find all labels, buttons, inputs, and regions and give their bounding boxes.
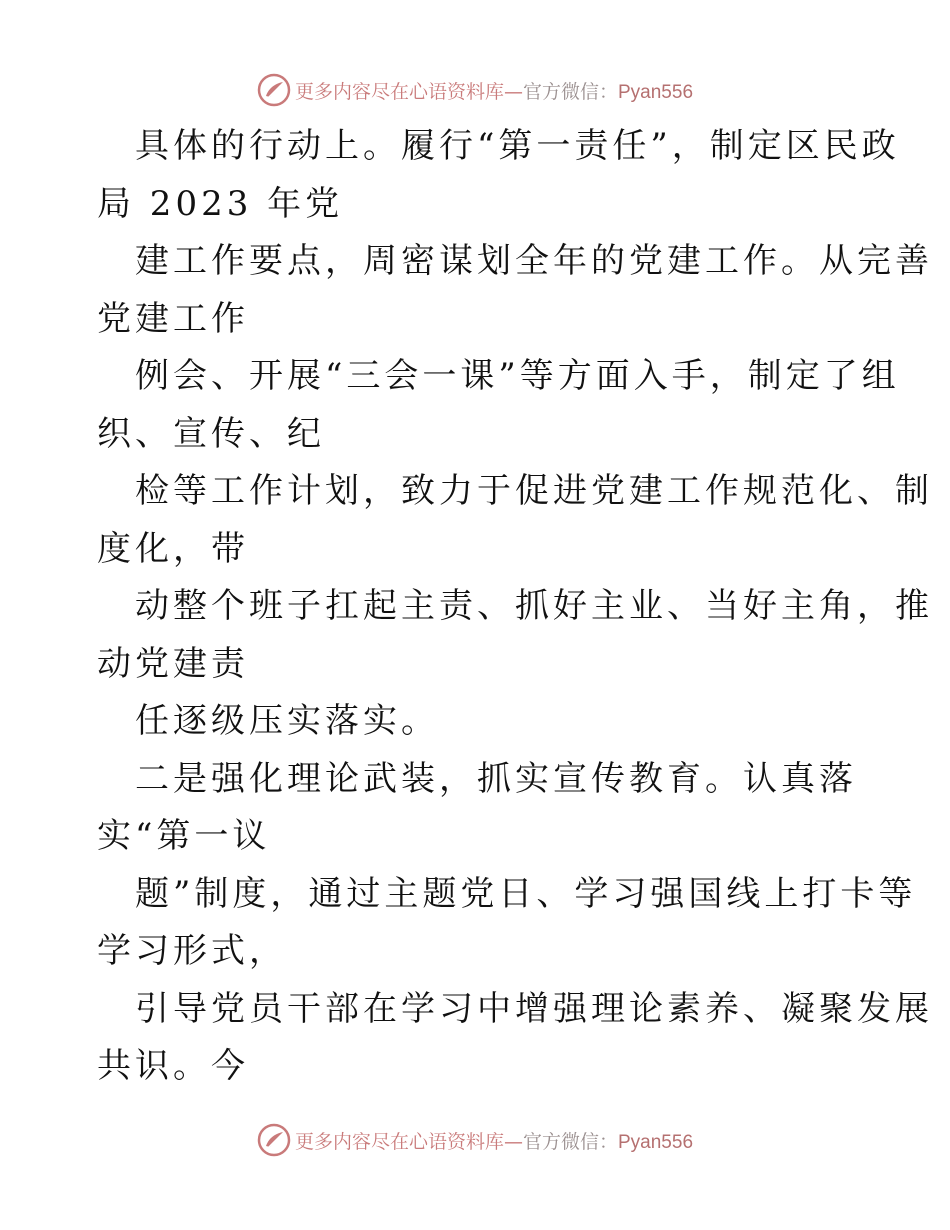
footer-watermark	[0, 1120, 950, 1160]
body-line: 动整个班子扛起主责、抓好主业、当好主角，推	[135, 586, 933, 626]
body-line: 题”制度，通过主题党日、学习强国线上打卡等	[135, 873, 917, 914]
header-watermark-text	[295, 77, 693, 104]
body-line: 二是强化理论武装，抓实宣传教育。认真落	[135, 758, 857, 799]
body-line: 具体的行动上。履行“第一责任”，制定区民政	[135, 126, 900, 166]
body-line: 建工作要点，周密谋划全年的党建工作。从完善	[135, 241, 933, 281]
footer-watermark-text	[295, 1127, 693, 1154]
body-line: 检等工作计划，致力于促进党建工作规范化、制	[135, 471, 933, 511]
footer-wechat-label: 官方微信：	[522, 1130, 618, 1153]
footer-dash: —	[503, 1130, 523, 1153]
header-wechat-id: Pyan556	[618, 81, 694, 103]
brand-logo-icon	[257, 73, 291, 107]
body-line: 度化，带	[97, 528, 249, 569]
body-line: 任逐级压实落实。	[135, 701, 439, 741]
body-line: 织、宣传、纪	[97, 413, 325, 454]
footer-wechat-id: Pyan556	[618, 1131, 694, 1153]
body-line: 例会、开展“三会一课”等方面入手，制定了组	[135, 356, 900, 396]
body-line: 动党建责	[97, 643, 249, 684]
body-line: 局 2023 年党	[97, 183, 344, 224]
header-wechat-label: 官方微信：	[522, 80, 618, 103]
header-dash: —	[503, 80, 523, 103]
body-line: 党建工作	[97, 298, 249, 339]
footer-site-text: 更多内容尽在心语资料库	[294, 1130, 504, 1153]
header-watermark	[0, 70, 950, 110]
body-line: 引导党员干部在学习中增强理论素养、凝聚发展	[135, 988, 933, 1029]
body-line: 共识。今	[97, 1046, 249, 1086]
document-body	[97, 118, 933, 1096]
body-line: 学习形式，	[97, 931, 287, 971]
brand-logo-icon	[257, 1123, 291, 1157]
header-site-text: 更多内容尽在心语资料库	[294, 80, 504, 103]
body-line: 实“第一议	[97, 816, 271, 856]
